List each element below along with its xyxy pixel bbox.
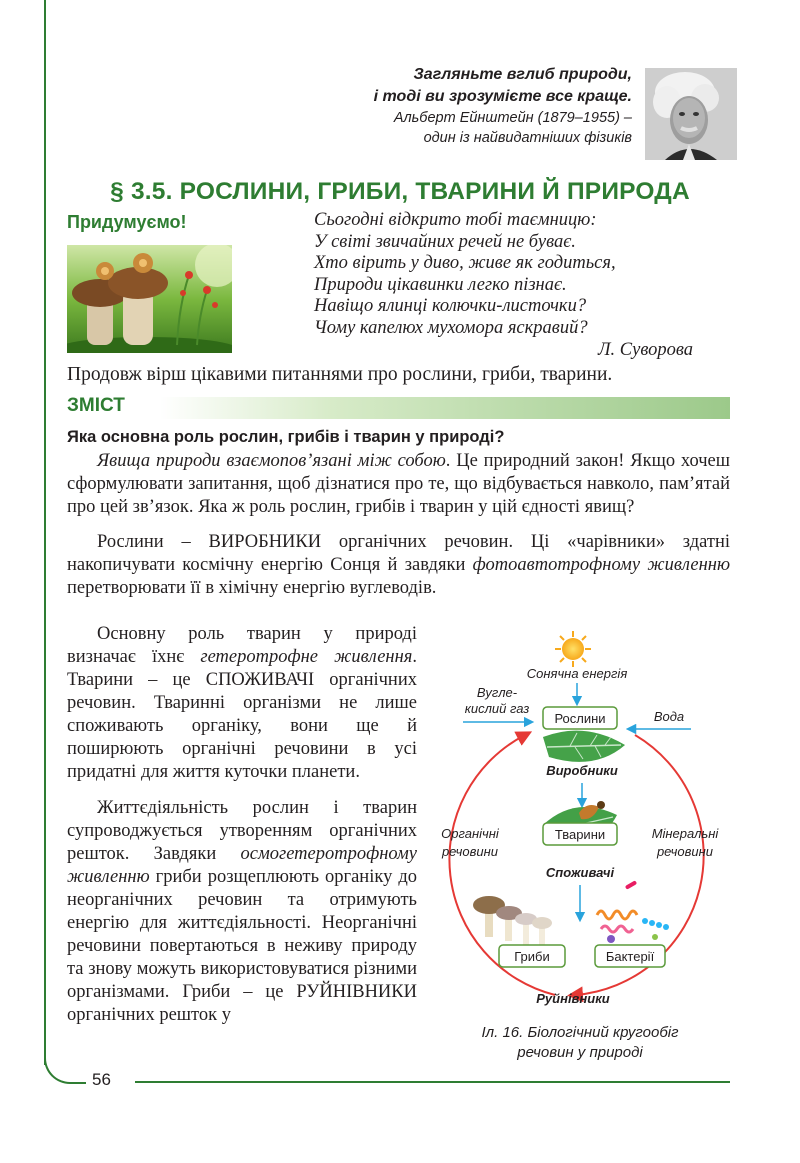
- paragraph-1-text: . Це природний закон! Якщо хочеш сформулювати запитання, щоб дізнатися про те, що відбувається навколо, пам’ятай про цей зв’язок. Яка ж роль рослин, грибів і тварин у цій єдності явищ?: [67, 451, 731, 517]
- page-left-border: [44, 0, 46, 1065]
- poem-line: Хто вірить у диво, живе як годиться,: [314, 253, 616, 273]
- section-label: ЗМІСТ: [67, 395, 125, 416]
- paragraph-4-start: Життєдіяльність рослин і тварин супроводжується утворенням органічних решток. Завдяки: [67, 798, 417, 864]
- page-border-corner: [44, 1050, 86, 1084]
- producers-label: Виробники: [546, 763, 618, 778]
- bacteria-box-label: Бактерії: [605, 949, 655, 964]
- poem-line: Сьогодні відкрито тобі таємницю:: [314, 210, 597, 230]
- co2-label-1: Вугле-: [476, 685, 518, 700]
- paragraph-3: [67, 623, 417, 784]
- mineral-label-1: Мінеральні: [651, 826, 719, 841]
- poem-line: Чому капелюх мухомора яскравий?: [314, 317, 588, 338]
- figure-caption-line-2: речовин у природі: [517, 1044, 643, 1061]
- poem-line: У світі звичайних речей не буває.: [314, 231, 576, 252]
- consumers-label: Споживачі: [545, 865, 615, 880]
- plants-box-label: Рослини: [554, 711, 606, 726]
- paragraph-2-italic: фотоавтотрофному живленню: [472, 555, 730, 575]
- paragraph-4-end: гриби розщеплюють органіку до неорганічних речовин та отримують енергію для життєдіяльності. Неорганічні речовини повертаються в неживу природу та знову можуть використовуватися різними організмами. Гриби – це РУЙНІВНИКИ органічних решток у: [67, 867, 417, 1025]
- paragraph-3-italic: гетеротрофне живлення: [200, 647, 413, 667]
- solar-energy-label: Сонячна енергія: [526, 666, 628, 681]
- figure-caption: [455, 1023, 705, 1063]
- co2-label-2: кислий газ: [464, 701, 530, 716]
- animals-box-label: Тварини: [554, 827, 606, 842]
- paragraph-2-start: Рослини – ВИРОБНИКИ органічних речовин. Ці «чарівники» здатні накопичувати космічну енергію Сонця й завдяки: [67, 532, 730, 575]
- sun-icon: [555, 631, 591, 667]
- mushrooms-snails-photo: [67, 245, 232, 353]
- paragraph-3-start: Основну роль тварин у природі визначає їхнє: [67, 624, 417, 667]
- page-number: 56: [92, 1070, 111, 1089]
- bacteria-icon: [597, 880, 669, 943]
- leaf-icon: [543, 731, 625, 762]
- decomposers-label: Руйнівники: [536, 991, 610, 1006]
- paragraph-4: [67, 797, 417, 1027]
- organic-label-1: Органічні: [441, 826, 499, 841]
- paragraph-4-italic: осмогетеротрофному живленню: [67, 844, 417, 887]
- pidmaymo-heading: Придумуємо!: [67, 212, 187, 232]
- paragraph-2-end: перетворювати її в хімічну енергію вуглеводів.: [67, 578, 437, 598]
- poem-author: Л. Суворова: [598, 340, 694, 360]
- poem-line: Природи цікавинки легко пізнає.: [314, 274, 567, 295]
- mineral-label-2: речовини: [656, 844, 714, 859]
- einstein-portrait: [645, 68, 737, 160]
- epigraph-attribution-1: Альберт Ейнштейн (1879–1955) –: [393, 110, 632, 126]
- poem-line: Навіщо ялинці колючки-листочки?: [314, 296, 587, 316]
- biological-cycle-diagram: [425, 625, 745, 1070]
- paragraph-1: [67, 450, 730, 519]
- epigraph-line-2: і тоді ви зрозумієте все краще.: [373, 88, 632, 105]
- water-label: Вода: [653, 709, 685, 724]
- paragraph-1-italic: Явища природи взаємопов’язані між собою: [97, 451, 446, 471]
- epigraph-line-1: Загляньте вглиб природи,: [413, 66, 632, 83]
- section-label-bar: [67, 397, 730, 419]
- page-bottom-border: [135, 1081, 730, 1083]
- epigraph-attribution-2: один із найвидатніших фізиків: [423, 130, 632, 146]
- task-text: Продовж вірш цікавими питаннями про рослини, гриби, тварини.: [67, 364, 613, 385]
- mushrooms-icon: [473, 896, 552, 947]
- question-heading: Яка основна роль рослин, грибів і тварин у природі?: [67, 428, 505, 446]
- paragraph-2: [67, 531, 730, 600]
- paragraph-3-end: . Тварини – це СПОЖИВАЧІ органічних речовин. Тваринні організми не лише споживають органіку, вони ще й поширюють органічні речовини в усі придатні для життя куточки планети.: [67, 647, 417, 782]
- poem: [314, 210, 616, 339]
- figure-caption-line-1: Іл. 16. Біологічний кругообіг: [481, 1024, 679, 1041]
- section-title: § 3.5. РОСЛИНИ, ГРИБИ, ТВАРИНИ Й ПРИРОДА: [110, 178, 690, 205]
- epigraph: [252, 64, 632, 148]
- organic-label-2: речовини: [441, 844, 499, 859]
- fungi-box-label: Гриби: [514, 949, 550, 964]
